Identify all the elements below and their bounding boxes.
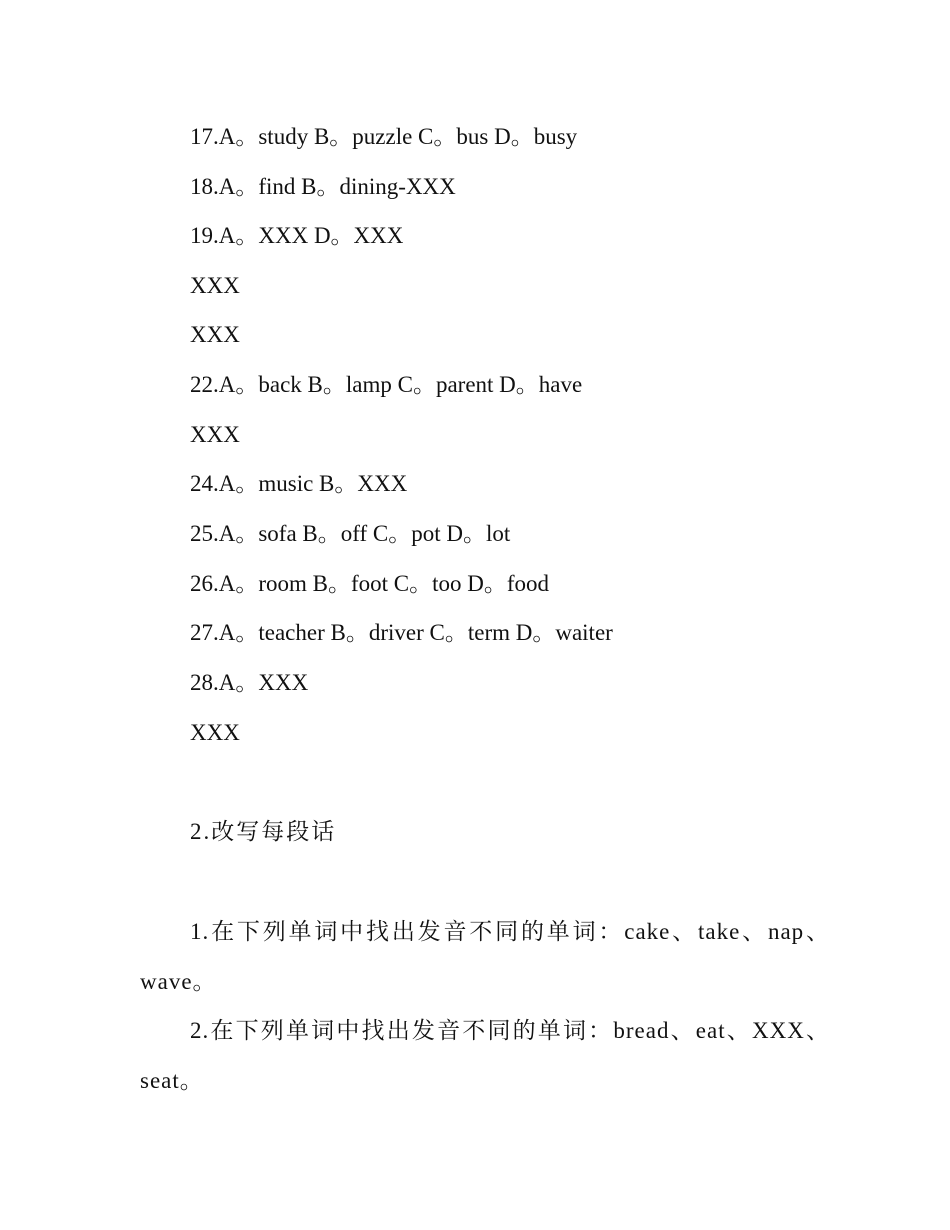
section-heading: 2.改写每段话 <box>190 819 337 844</box>
answer-line: XXX <box>190 273 240 298</box>
answer-line: 27.A。teacher B。driver C。term D。waiter <box>190 620 613 645</box>
answer-line: XXX <box>190 720 240 745</box>
answer-line: 17.A。study B。puzzle C。bus D。busy <box>190 124 578 149</box>
answer-line: 22.A。back B。lamp C。parent D。have <box>190 372 583 397</box>
answer-line: 18.A。find B。dining-XXX <box>190 174 456 199</box>
answer-line: 24.A。music B。XXX <box>190 471 408 496</box>
answer-line: XXX <box>190 422 240 447</box>
answer-line: 28.A。XXX <box>190 670 309 695</box>
answer-line: 26.A。room B。foot C。too D。food <box>190 571 550 596</box>
answer-line: XXX <box>190 322 240 347</box>
question-paragraph: 2.在下列单词中找出发音不同的单词：bread、eat、XXX、seat。 <box>140 1018 830 1093</box>
answer-line: 19.A。XXX D。XXX <box>190 223 404 248</box>
question-paragraph: 1.在下列单词中找出发音不同的单词：cake、take、nap、wave。 <box>140 919 830 994</box>
answer-line: 25.A。sofa B。off C。pot D。lot <box>190 521 511 546</box>
